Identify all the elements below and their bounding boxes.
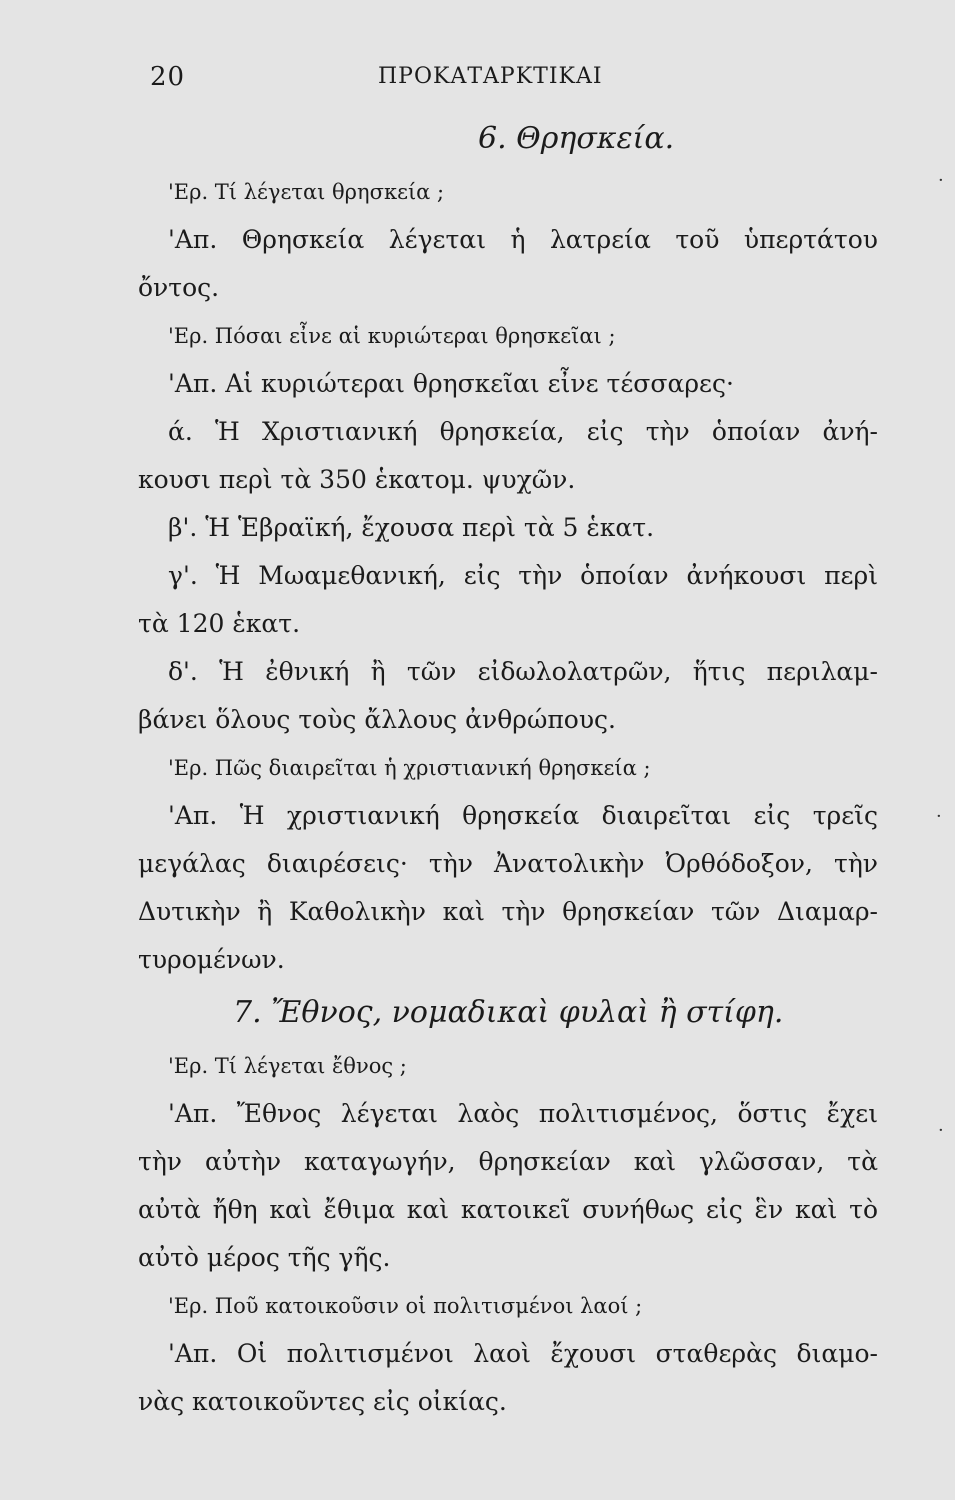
- body-line: β'. Ἡ Ἑβραϊκή, ἔχουσα περὶ τὰ 5 ἑκατ.: [168, 513, 655, 542]
- question-line: 'Ερ. Τί λέγεται ἔθνος ;: [168, 1054, 407, 1078]
- body-line: κουσι περὶ τὰ 350 ἑκατομ. ψυχῶν.: [138, 465, 576, 494]
- running-title: ΠΡΟΚΑΤΑΡΚΤΙΚΑΙ: [378, 64, 603, 89]
- body-line: ὄντος.: [138, 273, 220, 302]
- body-line: τὴν αὐτὴν καταγωγήν, θρησκείαν καὶ γλῶσσαν, τὰ: [138, 1147, 878, 1176]
- body-line: Δυτικὴν ἢ Καθολικὴν καὶ τὴν θρησκείαν τῶν Διαμαρ-: [138, 897, 878, 926]
- question-line: 'Ερ. Πόσαι εἶνε αἱ κυριώτεραι θρησκεῖαι ;: [168, 324, 616, 348]
- body-line: δ'. Ἡ ἐθνική ἢ τῶν εἰδωλολατρῶν, ἥτις περιλαμ-: [168, 657, 878, 686]
- page-number: 20: [150, 62, 186, 92]
- body-line: τὰ 120 ἑκατ.: [138, 609, 301, 638]
- body-line: μεγάλας διαιρέσεις· τὴν Ἀνατολικὴν Ὀρθόδοξον, τὴν: [138, 849, 878, 878]
- body-line: τυρομένων.: [138, 945, 285, 974]
- answer-line: 'Απ. Ἡ χριστιανική θρησκεία διαιρεῖται εἰς τρεῖς: [168, 801, 878, 830]
- section-heading: 7. Ἔθνος, νομαδικαὶ φυλαὶ ἢ στίφη.: [233, 995, 784, 1030]
- body-line: βάνει ὅλους τοὺς ἄλλους ἀνθρώπους.: [138, 705, 616, 734]
- question-line: 'Ερ. Ποῦ κατοικοῦσιν οἱ πολιτισμένοι λαοί ;: [168, 1294, 643, 1318]
- answer-line: 'Απ. Θρησκεία λέγεται ἡ λατρεία τοῦ ὑπερτάτου: [168, 225, 878, 254]
- running-head: [150, 62, 870, 102]
- body-line: νὰς κατοικοῦντες εἰς οἰκίας.: [138, 1387, 507, 1416]
- question-line: 'Ερ. Τί λέγεται θρησκεία ;: [168, 180, 445, 204]
- body-line: αὐτὰ ἤθη καὶ ἔθιμα καὶ κατοικεῖ συνήθως εἰς ἓν καὶ τὸ: [138, 1195, 878, 1224]
- answer-line: 'Απ. Ἔθνος λέγεται λαὸς πολιτισμένος, ὅστις ἔχει: [168, 1099, 878, 1128]
- margin-speck: ·: [938, 1120, 944, 1141]
- question-line: 'Ερ. Πῶς διαιρεῖται ἡ χριστιανική θρησκεία ;: [168, 756, 651, 780]
- section-heading: 6. Θρησκεία.: [478, 121, 675, 156]
- answer-line: 'Απ. Αἱ κυριώτεραι θρησκεῖαι εἶνε τέσσαρες·: [168, 369, 734, 398]
- text-block: [138, 110, 878, 1426]
- body-line: αὐτὸ μέρος τῆς γῆς.: [138, 1243, 391, 1272]
- margin-speck: ·: [936, 806, 942, 827]
- margin-speck: ·: [938, 170, 944, 191]
- body-line: γ'. Ἡ Μωαμεθανική, εἰς τὴν ὁποίαν ἀνήκουσι περὶ: [168, 561, 878, 590]
- body-line: ά. Ἡ Χριστιανική θρησκεία, εἰς τὴν ὁποίαν ἀνή-: [168, 417, 878, 446]
- answer-line: 'Απ. Οἱ πολιτισμένοι λαοὶ ἔχουσι σταθερὰς διαμο-: [168, 1339, 878, 1368]
